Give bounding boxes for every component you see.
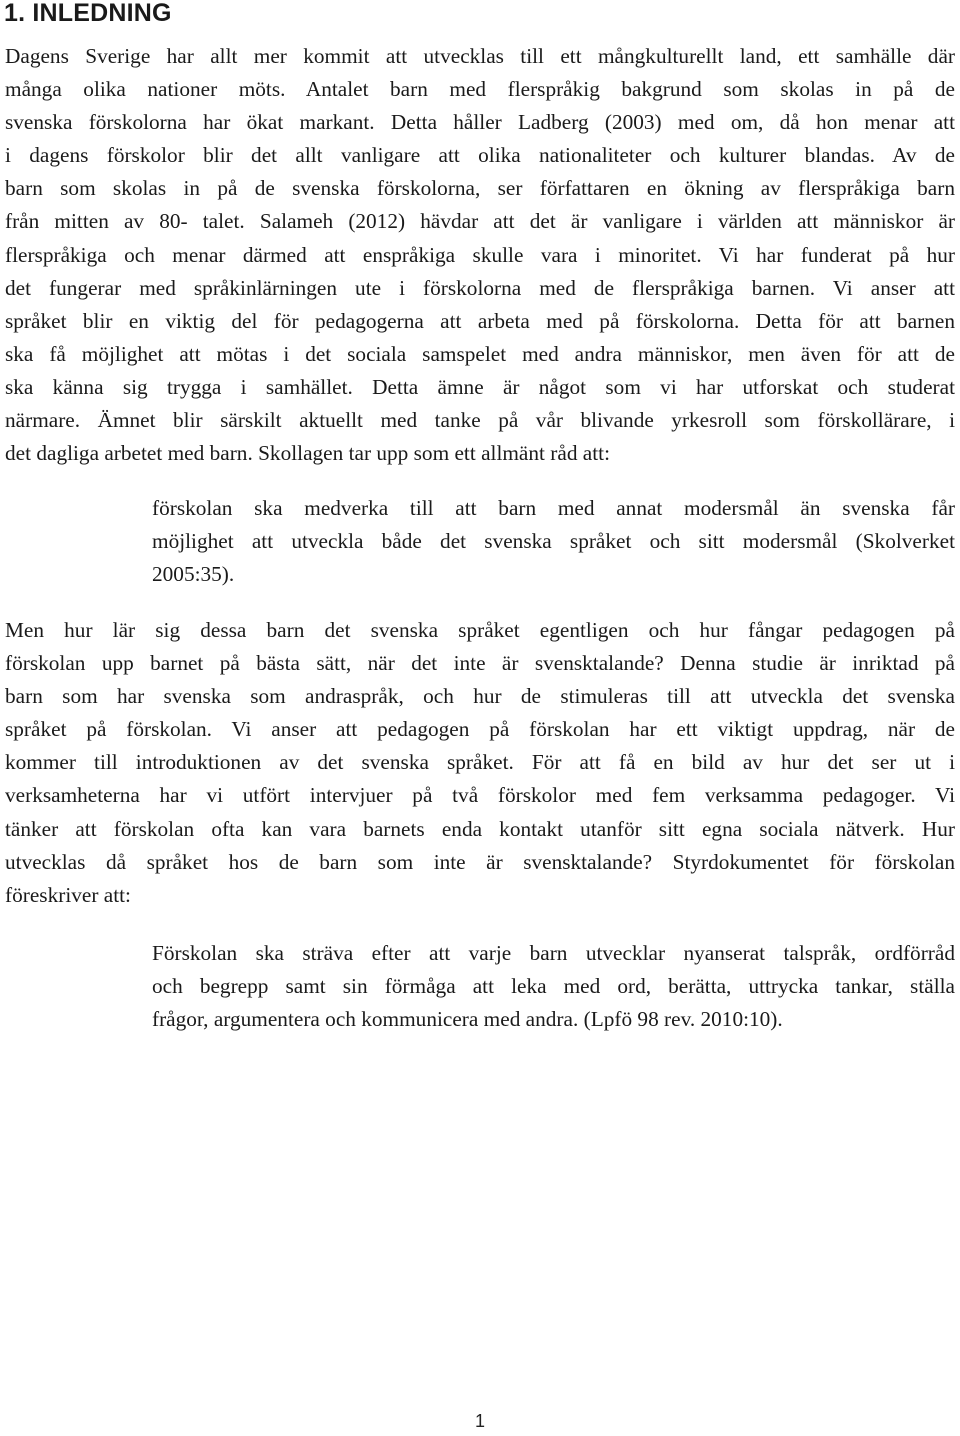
paragraph-line: barn som skolas in på de svenska förskolorna, ser författaren en ökning av flerspråkiga barn [5, 176, 955, 201]
paragraph-line: det fungerar med språkinlärningen ute i förskolorna med de flerspråkiga barnen. Vi anser att [5, 275, 955, 300]
paragraph-line: föreskriver att: [5, 882, 131, 907]
paragraph-line: språket på förskolan. Vi anser att pedagogen på förskolan har ett viktigt uppdrag, när de [5, 717, 955, 742]
paragraph-line: från mitten av 80- talet. Salameh (2012) hävdar att det är vanligare i världen att människor är [5, 209, 955, 234]
paragraph-line: ska känna sig trygga i samhället. Detta ämne är något som vi har utforskat och studerat [5, 374, 955, 399]
paragraph-line: Dagens Sverige har allt mer kommit att utvecklas till ett mångkulturellt land, ett samhälle där [5, 44, 955, 68]
quote-line: frågor, argumentera och kommunicera med andra. (Lpfö 98 rev. 2010:10). [152, 1007, 783, 1032]
paragraph-line: många olika nationer möts. Antalet barn med flerspråkig bakgrund som skolas in på de [5, 77, 955, 102]
intro-paragraph [5, 40, 955, 470]
paragraph-line: tänker att förskolan ofta kan vara barnets enda kontakt utanför sitt egna sociala nätverk. Hur [5, 816, 955, 841]
quote-line: 2005:35). [152, 562, 235, 587]
paragraph-line: svenska förskolorna har ökat markant. Detta håller Ladberg (2003) med om, då hon menar att [5, 110, 955, 135]
quote-line: Förskolan ska sträva efter att varje barn utvecklar nyanserat talspråk, ordförråd [152, 941, 955, 965]
block-quote-lpfo [152, 937, 955, 1036]
paragraph-line: i dagens förskolor blir det allt vanligare att olika nationaliteter och kulturer blandas. Av de [5, 143, 955, 168]
quote-line: och begrepp samt sin förmåga att leka med ord, berätta, uttrycka tankar, ställa [152, 974, 955, 999]
paragraph-line: språket blir en viktig del för pedagogerna att arbeta med på förskolorna. Detta för att barnen [5, 308, 955, 333]
paragraph-line: utvecklas då språket hos de barn som inte är svensktalande? Styrdokumentet för förskolan [5, 849, 955, 874]
paragraph-line: närmare. Ämnet blir särskilt aktuellt med tanke på vår blivande yrkesroll som förskollärare, i [5, 408, 955, 433]
paragraph-line: flerspråkiga och menar därmed att enspråkiga skulle vara i minoritet. Vi har funderat på hur [5, 242, 955, 267]
quote-line: möjlighet att utveckla både det svenska språket och sitt modersmål (Skolverket [152, 529, 955, 554]
paragraph-line: Men hur lär sig dessa barn det svenska språket egentligen och hur fångar pedagogen på [5, 618, 955, 642]
paragraph-line: ska få möjlighet att mötas i det sociala samspelet med andra människor, men även för att de [5, 341, 955, 366]
paragraph-line: verksamheterna har vi utfört intervjuer på två förskolor med fem verksamma pedagoger. Vi [5, 783, 955, 808]
quote-line: förskolan ska medverka till att barn med annat modersmål än svenska får [152, 496, 955, 520]
paragraph-line: kommer till introduktionen av det svenska språket. För att få en bild av hur det ser ut i [5, 750, 955, 775]
paragraph-line: förskolan upp barnet på bästa sätt, när det inte är svensktalande? Denna studie är inriktad på [5, 651, 955, 676]
page-number: 1 [474, 1411, 485, 1431]
paragraph-line: barn som har svenska som andraspråk, och hur de stimuleras till att utveckla det svenska [5, 684, 955, 709]
paragraph-line: det dagliga arbetet med barn. Skollagen tar upp som ett allmänt råd att: [5, 441, 610, 466]
study-paragraph [5, 614, 955, 912]
section-heading: 1. INLEDNING [4, 0, 172, 27]
block-quote-skollagen [152, 492, 955, 591]
